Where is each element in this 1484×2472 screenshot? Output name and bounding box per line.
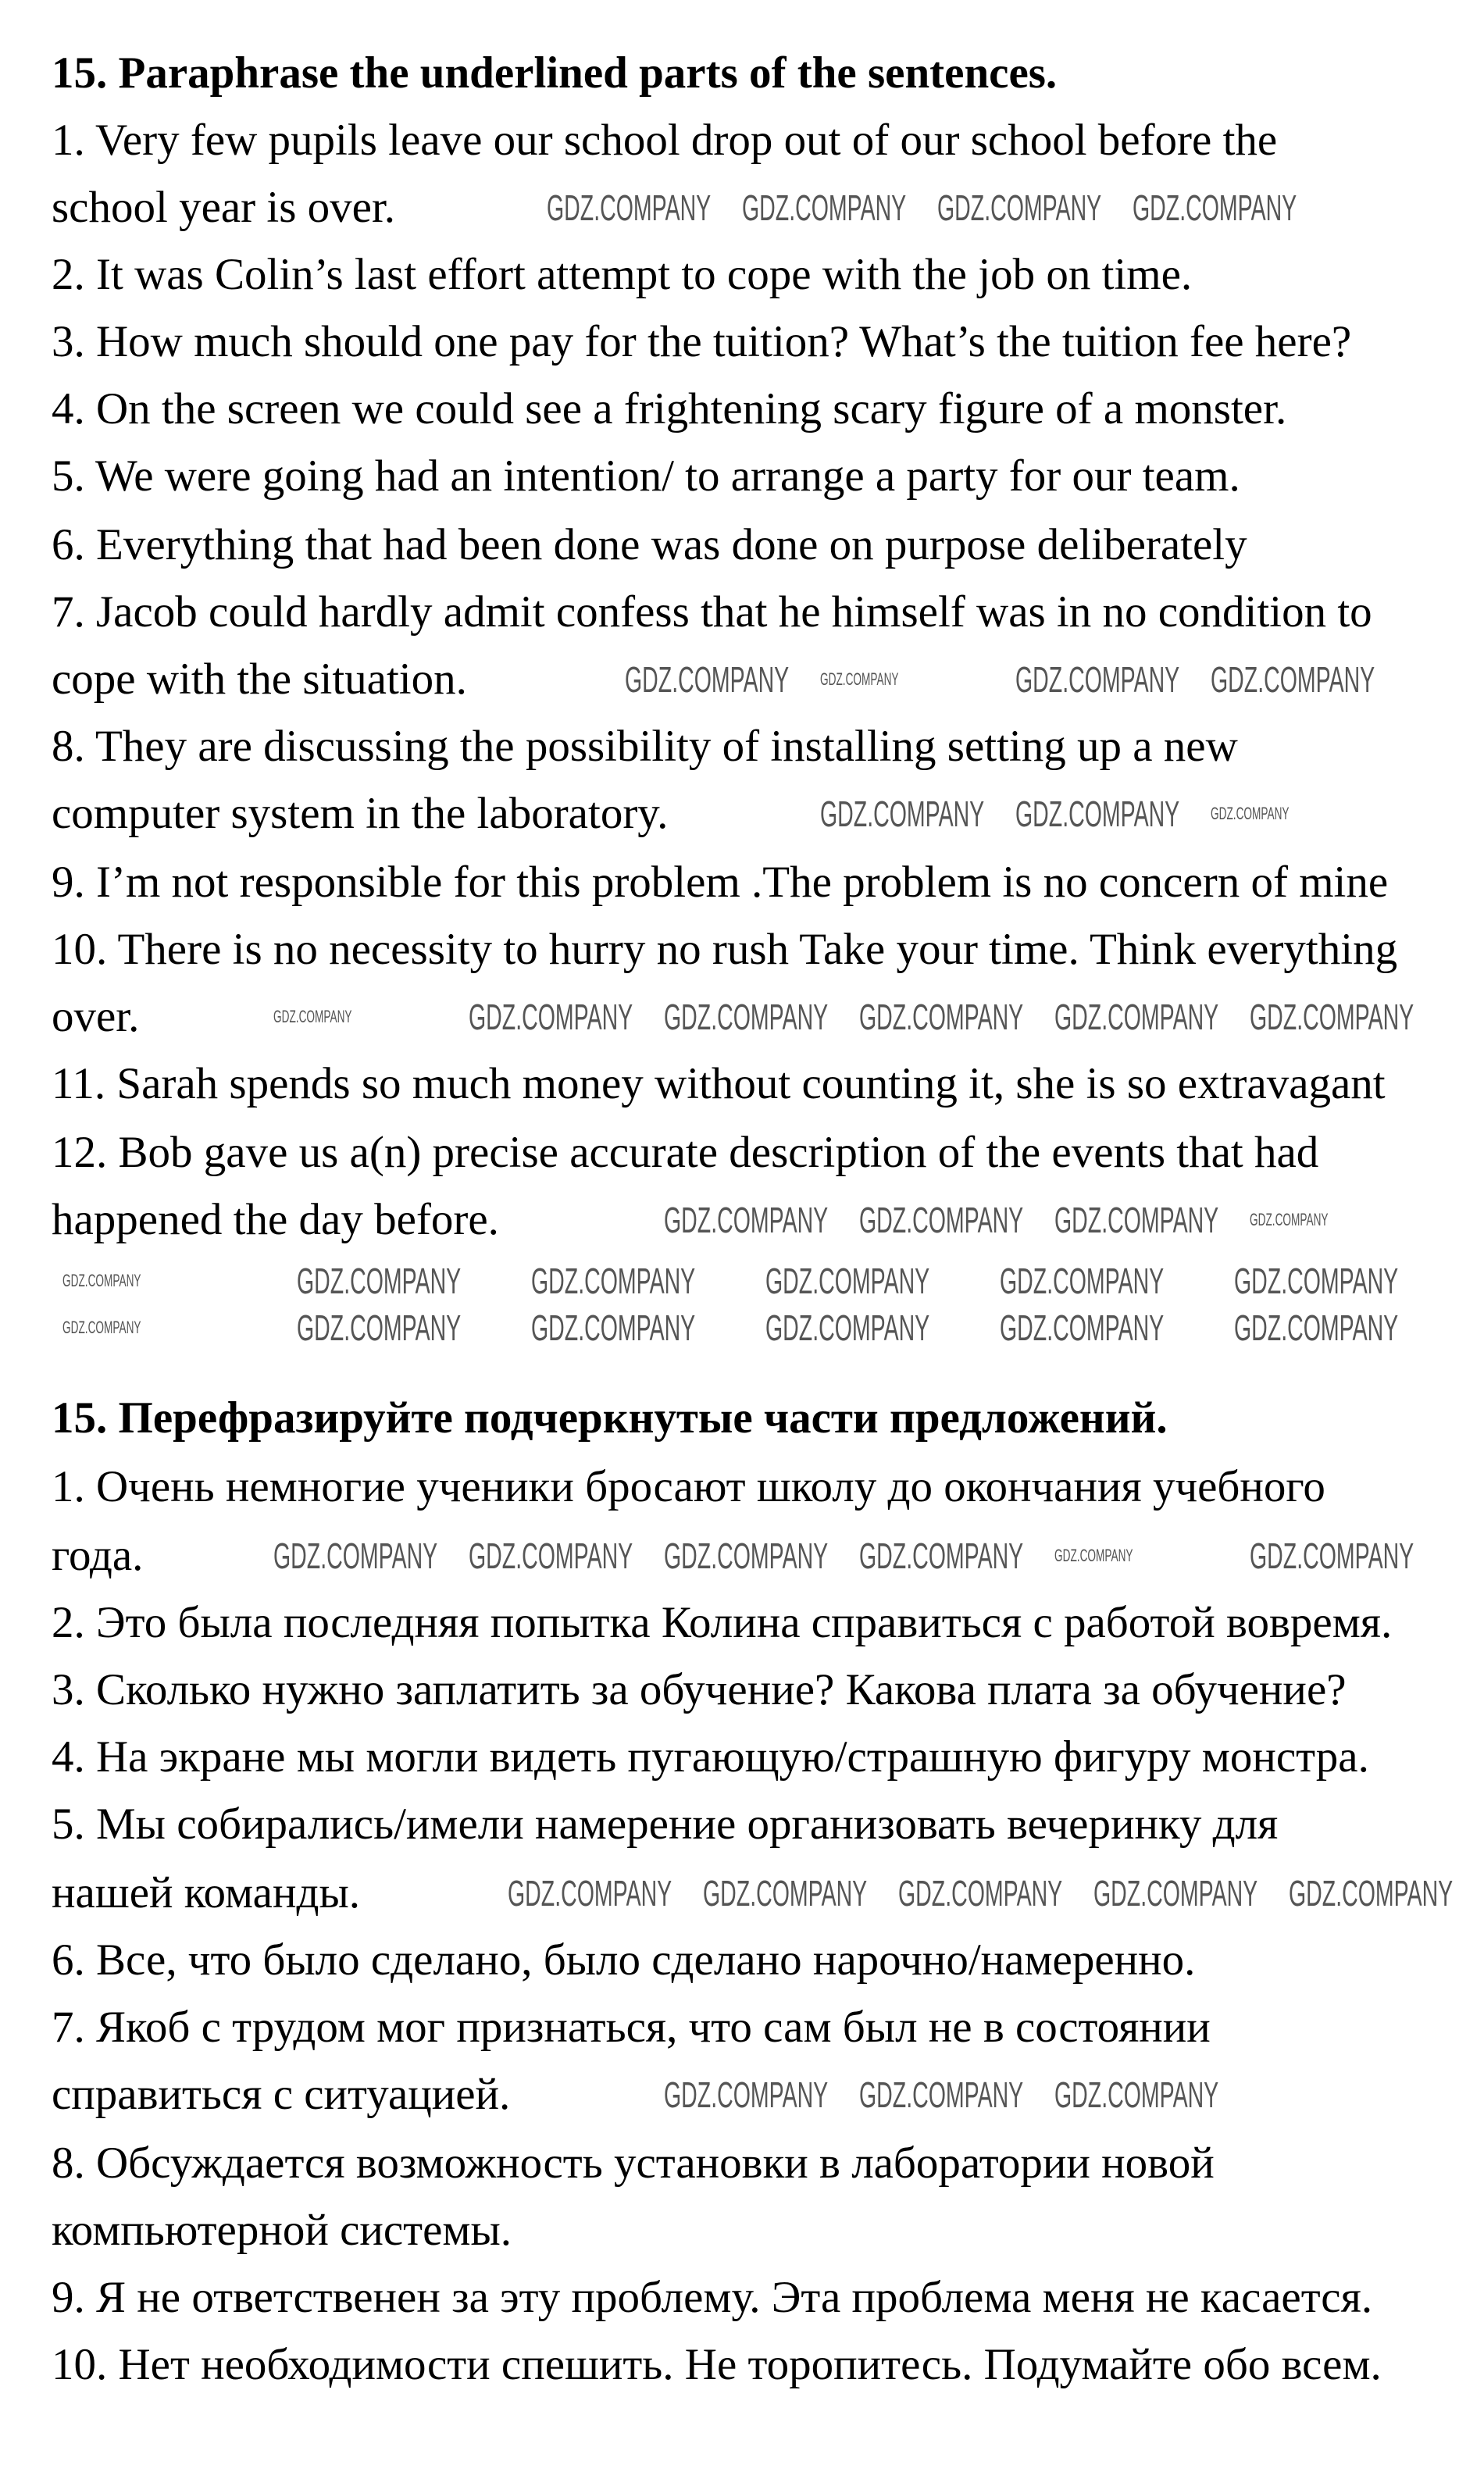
watermark: GDZ.COMPANY bbox=[765, 1261, 930, 1301]
watermark: GDZ.COMPANY bbox=[1250, 1536, 1414, 1576]
watermark: GDZ.COMPANY bbox=[1289, 1873, 1454, 1914]
watermark: GDZ.COMPANY bbox=[765, 1307, 930, 1348]
watermark: GDZ.COMPANY bbox=[820, 669, 899, 689]
text-line: 12. Bob gave us a(n) precise accurate description of the events that had bbox=[52, 1128, 1319, 1177]
text-line: 8. They are discussing the possibility of installing setting up a new bbox=[52, 722, 1238, 771]
watermark: GDZ.COMPANY bbox=[1211, 659, 1375, 700]
watermark: GDZ.COMPANY bbox=[859, 1536, 1024, 1576]
text-line: 11. Sarah spends so much money without counting it, she is so extravagant bbox=[52, 1059, 1386, 1108]
watermark: GDZ.COMPANY bbox=[625, 659, 790, 700]
text-line: 10. There is no necessity to hurry no rush Take your time. Think everything bbox=[52, 925, 1398, 974]
text-line: 2. Это была последняя попытка Колина справиться с работой вовремя. bbox=[52, 1598, 1393, 1647]
text-line: 1. Очень немногие ученики бросают школу до окончания учебного bbox=[52, 1462, 1325, 1511]
watermark: GDZ.COMPANY bbox=[1000, 1261, 1165, 1301]
text-line: 3. How much should one pay for the tuition? What’s the tuition fee here? bbox=[52, 317, 1352, 366]
watermark: GDZ.COMPANY bbox=[1054, 1546, 1133, 1565]
watermark: GDZ.COMPANY bbox=[937, 187, 1102, 228]
text-line: 8. Обсуждается возможность установки в лаборатории новой bbox=[52, 2138, 1215, 2188]
watermark: GDZ.COMPANY bbox=[547, 187, 712, 228]
watermark: GDZ.COMPANY bbox=[531, 1307, 696, 1348]
watermark: GDZ.COMPANY bbox=[820, 794, 985, 834]
watermark: GDZ.COMPANY bbox=[1133, 187, 1297, 228]
text-line: 10. Нет необходимости спешить. Не торопитесь. Подумайте обо всем. bbox=[52, 2340, 1382, 2389]
text-line: 4. На экране мы могли видеть пугающую/страшную фигуру монстра. bbox=[52, 1732, 1369, 1782]
watermark: GDZ.COMPANY bbox=[1234, 1261, 1399, 1301]
watermark: GDZ.COMPANY bbox=[1054, 1200, 1219, 1240]
text-line: 7. Jacob could hardly admit confess that he himself was in no condition to bbox=[52, 587, 1372, 637]
watermark: GDZ.COMPANY bbox=[1015, 659, 1180, 700]
text-line: 9. I’m not responsible for this problem .The problem is no concern of mine bbox=[52, 858, 1389, 907]
text-line: happened the day before. bbox=[52, 1195, 499, 1244]
text-line: 7. Якоб с трудом мог признаться, что сам был не в состоянии bbox=[52, 2003, 1211, 2052]
text-line: 5. We were going had an intention/ to arrange a party for our team. bbox=[52, 451, 1240, 501]
watermark: GDZ.COMPANY bbox=[703, 1873, 868, 1914]
watermark: GDZ.COMPANY bbox=[1000, 1307, 1165, 1348]
exercise-title-ru: 15. Перефразируйте подчеркнутые части предложений. bbox=[52, 1393, 1168, 1443]
text-line: справиться с ситуацией. bbox=[52, 2070, 511, 2119]
watermark: GDZ.COMPANY bbox=[1234, 1307, 1399, 1348]
watermark: GDZ.COMPANY bbox=[1250, 1210, 1329, 1229]
exercise-title-en: 15. Paraphrase the underlined parts of the sentences. bbox=[52, 48, 1058, 98]
watermark: GDZ.COMPANY bbox=[1093, 1873, 1258, 1914]
watermark: GDZ.COMPANY bbox=[273, 1007, 352, 1026]
text-line: 6. Everything that had been done was done on purpose deliberately bbox=[52, 520, 1247, 569]
text-line: 9. Я не ответственен за эту проблему. Эта проблема меня не касается. bbox=[52, 2273, 1373, 2322]
text-line: компьютерной системы. bbox=[52, 2206, 512, 2255]
text-line: over. bbox=[52, 992, 140, 1041]
watermark: GDZ.COMPANY bbox=[469, 997, 633, 1037]
text-line: cope with the situation. bbox=[52, 655, 467, 704]
text-line: 5. Мы собирались/имели намерение организовать вечеринку для bbox=[52, 1800, 1279, 1849]
text-line: computer system in the laboratory. bbox=[52, 789, 669, 838]
watermark: GDZ.COMPANY bbox=[62, 1318, 141, 1337]
watermark: GDZ.COMPANY bbox=[1054, 997, 1219, 1037]
text-line: года. bbox=[52, 1531, 144, 1580]
text-line: 3. Сколько нужно заплатить за обучение? Какова плата за обучение? bbox=[52, 1665, 1347, 1714]
watermark: GDZ.COMPANY bbox=[898, 1873, 1063, 1914]
text-line: 6. Все, что было сделано, было сделано нарочно/намеренно. bbox=[52, 1935, 1196, 1985]
watermark: GDZ.COMPANY bbox=[273, 1536, 438, 1576]
watermark: GDZ.COMPANY bbox=[859, 997, 1024, 1037]
text-line: 4. On the screen we could see a frightening scary figure of a monster. bbox=[52, 384, 1287, 433]
watermark: GDZ.COMPANY bbox=[469, 1536, 633, 1576]
watermark: GDZ.COMPANY bbox=[664, 2074, 829, 2115]
watermark: GDZ.COMPANY bbox=[742, 187, 907, 228]
text-line: 2. It was Colin’s last effort attempt to cope with the job on time. bbox=[52, 250, 1193, 299]
watermark: GDZ.COMPANY bbox=[297, 1307, 462, 1348]
watermark: GDZ.COMPANY bbox=[1250, 997, 1414, 1037]
watermark: GDZ.COMPANY bbox=[62, 1271, 141, 1290]
watermark: GDZ.COMPANY bbox=[1015, 794, 1180, 834]
text-line: нашей команды. bbox=[52, 1868, 360, 1917]
text-line: 1. Very few pupils leave our school drop out of our school before the bbox=[52, 116, 1278, 165]
text-line: school year is over. bbox=[52, 183, 396, 232]
watermark: GDZ.COMPANY bbox=[664, 1200, 829, 1240]
watermark: GDZ.COMPANY bbox=[297, 1261, 462, 1301]
watermark: GDZ.COMPANY bbox=[664, 1536, 829, 1576]
watermark: GDZ.COMPANY bbox=[531, 1261, 696, 1301]
watermark: GDZ.COMPANY bbox=[1054, 2074, 1219, 2115]
watermark: GDZ.COMPANY bbox=[859, 2074, 1024, 2115]
watermark: GDZ.COMPANY bbox=[508, 1873, 672, 1914]
watermark: GDZ.COMPANY bbox=[859, 1200, 1024, 1240]
watermark: GDZ.COMPANY bbox=[1211, 804, 1290, 823]
watermark: GDZ.COMPANY bbox=[664, 997, 829, 1037]
